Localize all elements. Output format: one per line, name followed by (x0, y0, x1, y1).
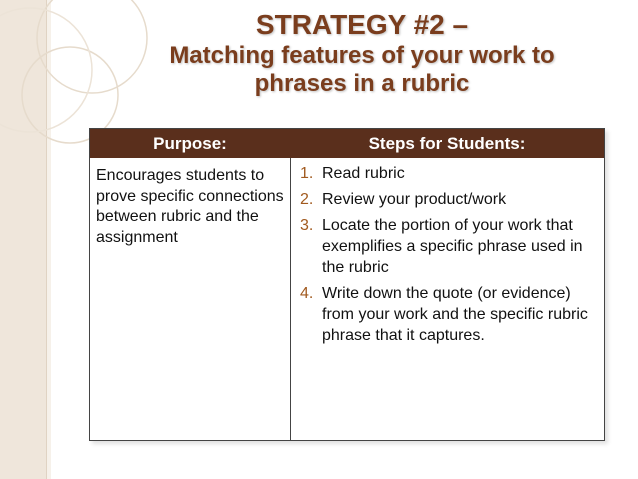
step-text: Review your product/work (322, 191, 507, 208)
strategy-table (89, 128, 605, 441)
step-number: 4. (300, 285, 314, 302)
header-steps: Steps for Students: (368, 133, 526, 153)
step-number: 2. (300, 191, 314, 208)
slide-title (82, 8, 638, 99)
step-text: Write down the quote (or evidence) from your work and the specific rubric phrase that it captures. (322, 285, 588, 344)
step-number: 1. (300, 165, 314, 182)
step-text: Read rubric (322, 165, 405, 182)
title-subtitle-line1: Matching features of your work to (169, 41, 555, 69)
header-purpose: Purpose: (153, 133, 227, 153)
step-number: 3. (300, 217, 314, 234)
step-item (300, 163, 600, 184)
column-divider (290, 158, 291, 440)
title-subtitle-line2: phrases in a rubric (254, 70, 470, 98)
step-item (300, 189, 600, 210)
step-item (300, 215, 600, 278)
purpose-cell: Encourages students to prove specific connections between rubric and the assignment (96, 167, 284, 246)
steps-list (300, 163, 600, 351)
table-header-row (90, 129, 604, 158)
title-strategy-number: STRATEGY #2 – (255, 9, 469, 40)
step-text: Locate the portion of your work that exemplifies a specific phrase used in the rubric (322, 217, 583, 276)
step-item (300, 283, 600, 346)
